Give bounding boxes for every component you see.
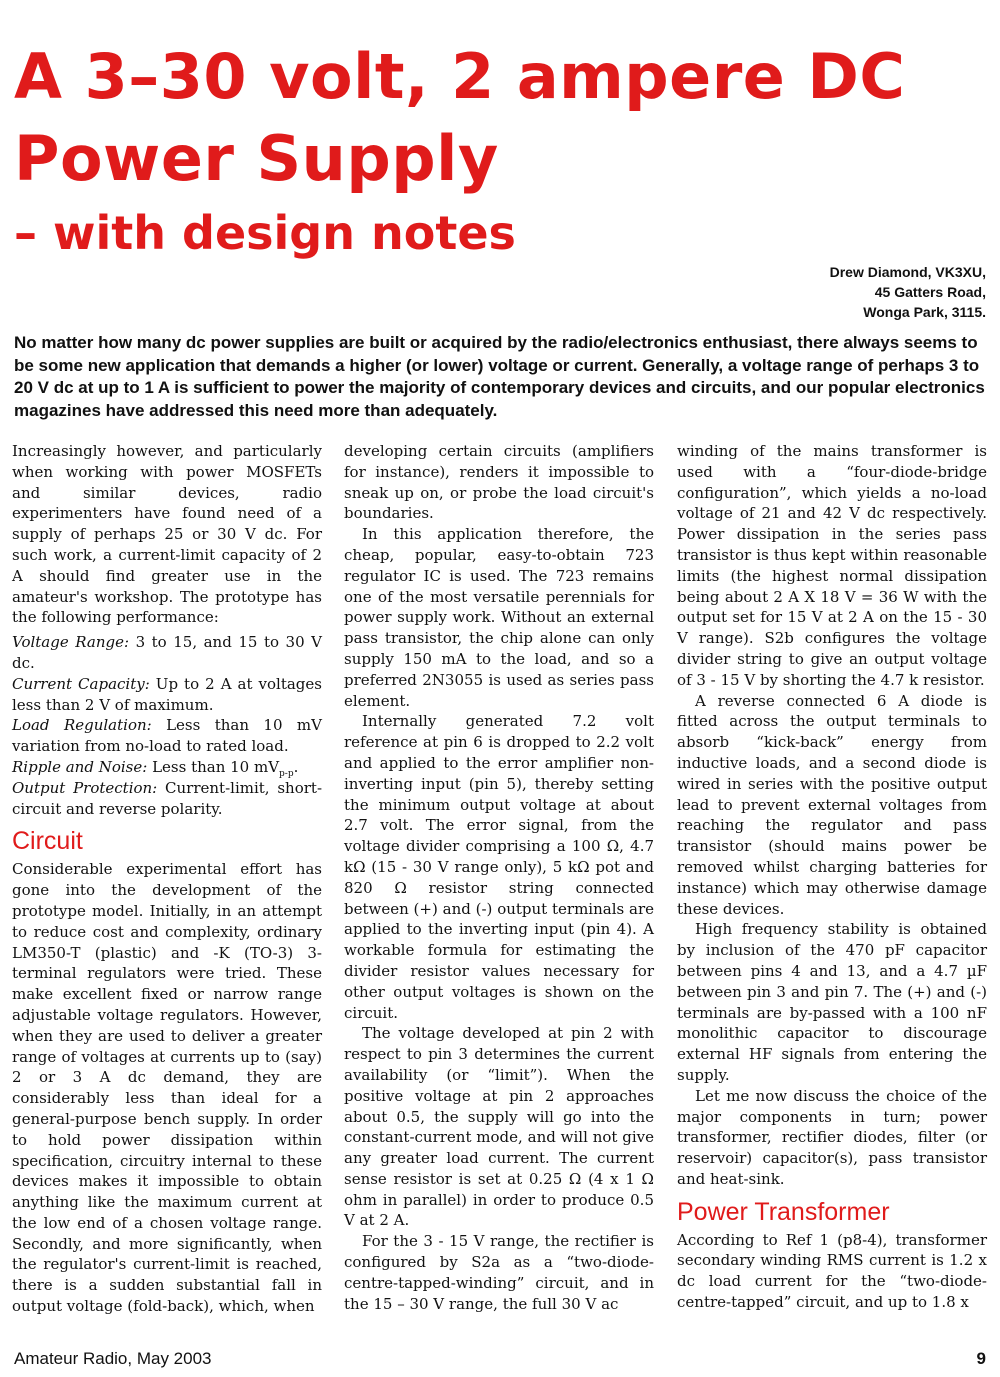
body-paragraph: A reverse connected 6 A diode is fitted across the output terminals to absorb “kick-back” energy from inductive loads, and a second diode is wired in series with the positive output lead to prevent external voltages from reaching the regulator and pass transistor (should mains power be removed whilst charging batteries for instance) which may otherwise damage these devices. (677, 691, 987, 918)
body-paragraph: The voltage developed at pin 2 with respect to pin 3 determines the current availability (or “limit”). When the positive voltage at pin 2 approaches about 0.5, the supply will go into the constant-current mode, and will not give any greater load current. The current sense resistor is set at 0.25 Ω (4 x 1 Ω ohm in parallel) in order to produce 0.5 V at 2 A. (344, 1024, 654, 1230)
section-heading-power-transformer: Power Transformer (677, 1197, 890, 1226)
spec-value: Less than 10 mV (147, 757, 280, 776)
spec-subscript: p-p (279, 768, 294, 779)
spec-value: 3 to 15, and 15 to 30 V dc. (12, 633, 323, 672)
body-paragraph: For the 3 - 15 V range, the rectifier is configured by S2a as a “two-diode-centre-tapped-winding” circuit, and in the 15 – 30 V range, the full 30 V ac (344, 1232, 654, 1313)
spec-item (12, 778, 322, 820)
body-paragraph: developing certain circuits (amplifiers for instance), renders it impossible to sneak up on, or probe the load circuit's boundaries. (344, 442, 654, 523)
page-number: 9 (976, 1349, 986, 1368)
spec-item (12, 757, 322, 778)
body-paragraph: Internally generated 7.2 volt reference at pin 6 is dropped to 2.2 volt and applied to the error amplifier non-inverting input (pin 5), thereby setting the minimum output voltage at about 2.7 volt. The error signal, from the voltage divider comprising a 100 Ω, 4.7 kΩ (15 - 30 V range only), 5 kΩ pot and 820 Ω resistor string connected between (+) and (-) output terminals are applied to the inverting input (pin 4). A workable formula for estimating the divider resistor values necessary for other output voltages is shown on the circuit. (344, 712, 654, 1022)
column-2 (344, 441, 654, 1314)
body-paragraph: winding of the mains transformer is used with a “four-diode-bridge configuration”, which yields a no-load voltage of 21 and 42 V dc respectively. Power dissipation in the series pass transistor is thus kept within reasonable limits (the highest normal dissipation being about 2 A X 18 V = 36 W with the output set for 15 V at 2 A on the 15 - 30 V range). S2b configures the voltage divider string to give an output voltage of 3 - 15 V by shorting the 4.7 k resistor. (677, 442, 987, 689)
spec-label: Load Regulation: (12, 716, 152, 735)
spec-value: Up to 2 A at voltages less than 2 V of maximum. (12, 674, 322, 714)
spec-item (12, 632, 322, 674)
body-paragraph: Let me now discuss the choice of the major components in turn; power transformer, rectifier diodes, filter (or reservoir) capacitor(s), pass transistor and heat-sink. (677, 1086, 987, 1188)
body-paragraph: In this application therefore, the cheap, popular, easy-to-obtain 723 regulator IC is used. The 723 remains one of the most versatile perennials for power supply work. Without an external pass transistor, the chip alone can only supply 150 mA to the load, and so a preferred 2N3055 is used as series pass element. (344, 525, 654, 710)
column-3 (677, 441, 987, 1313)
spec-list (12, 632, 322, 819)
page-footer (14, 1349, 986, 1369)
column-1 (12, 441, 322, 1317)
spec-value: Less than 10 mV variation from no-load to rated load. (12, 716, 322, 756)
section-heading-circuit: Circuit (12, 827, 83, 856)
author-address-line1: 45 Gatters Road, (874, 284, 986, 300)
body-paragraph: Increasingly however, and particularly when working with power MOSFETs and similar devices, radio experimenters have found need of a supply of perhaps 25 or 30 V dc. For such work, a current-limit capacity of 2 A should find greater use in the amateur's workshop. The prototype has the following performance: (12, 442, 322, 627)
spec-label: Voltage Range: (12, 633, 130, 652)
spec-label: Ripple and Noise: (12, 757, 148, 776)
spec-tail: . (293, 757, 299, 776)
spec-item (12, 715, 322, 757)
spec-value: Current-limit, short-circuit and reverse polarity. (12, 778, 323, 818)
body-paragraph: High frequency stability is obtained by inclusion of the 470 pF capacitor between pins 4 and 13, and a 4.7 µF between pin 3 and pin 7. The (+) and (-) terminals are by-passed with a 100 nF monolithic capacitor to discourage external HF signals from entering the supply. (677, 920, 987, 1084)
article-subtitle: – with design notes (14, 206, 516, 260)
spec-label: Current Capacity: (12, 674, 150, 693)
author-address-line2: Wonga Park, 3115. (863, 304, 986, 320)
author-block (830, 262, 986, 322)
intro-paragraph: No matter how many dc power supplies are built or acquired by the radio/electronics enthusiast, there always seems to be some new application that demands a higher (or lower) voltage or current. Generally, a voltage range of perhaps 3 to 20 V dc at up to 1 A is sufficient to power the majority of contemporary devices and circuits, and our popular electronics magazines have addressed this need more than adequately. (14, 333, 985, 420)
article-title: A 3–30 volt, 2 ampere DC Power Supply (14, 40, 906, 195)
body-paragraph: Considerable experimental effort has gone into the development of the prototype model. Initially, in an attempt to reduce cost and complexity, ordinary LM350-T (plastic) and -K (TO-3) 3-terminal regulators were tried. These make excellent fixed or narrow range adjustable voltage regulators. However, when they are used to deliver a greater range of voltages at currents up to (say) 2 or 3 A dc demand, they are considerably less than ideal for a general-purpose bench supply. In order to hold power dissipation within specification, circuitry internal to these devices makes it impossible to obtain anything like the maximum current at the low end of a chosen voltage range. Secondly, and more significantly, when the regulator's current-limit is reached, there is a sudden substantial fall in output voltage (fold-back), which, when (12, 860, 322, 1316)
publication-info: Amateur Radio, May 2003 (14, 1349, 212, 1368)
spec-item (12, 674, 322, 716)
body-paragraph: According to Ref 1 (p8-4), transformer secondary winding RMS current is 1.2 x dc load current for the “two-diode-centre-tapped” circuit, and up to 1.8 x (677, 1230, 987, 1312)
author-name: Drew Diamond, VK3XU, (829, 264, 986, 280)
spec-label: Output Protection: (12, 778, 158, 797)
